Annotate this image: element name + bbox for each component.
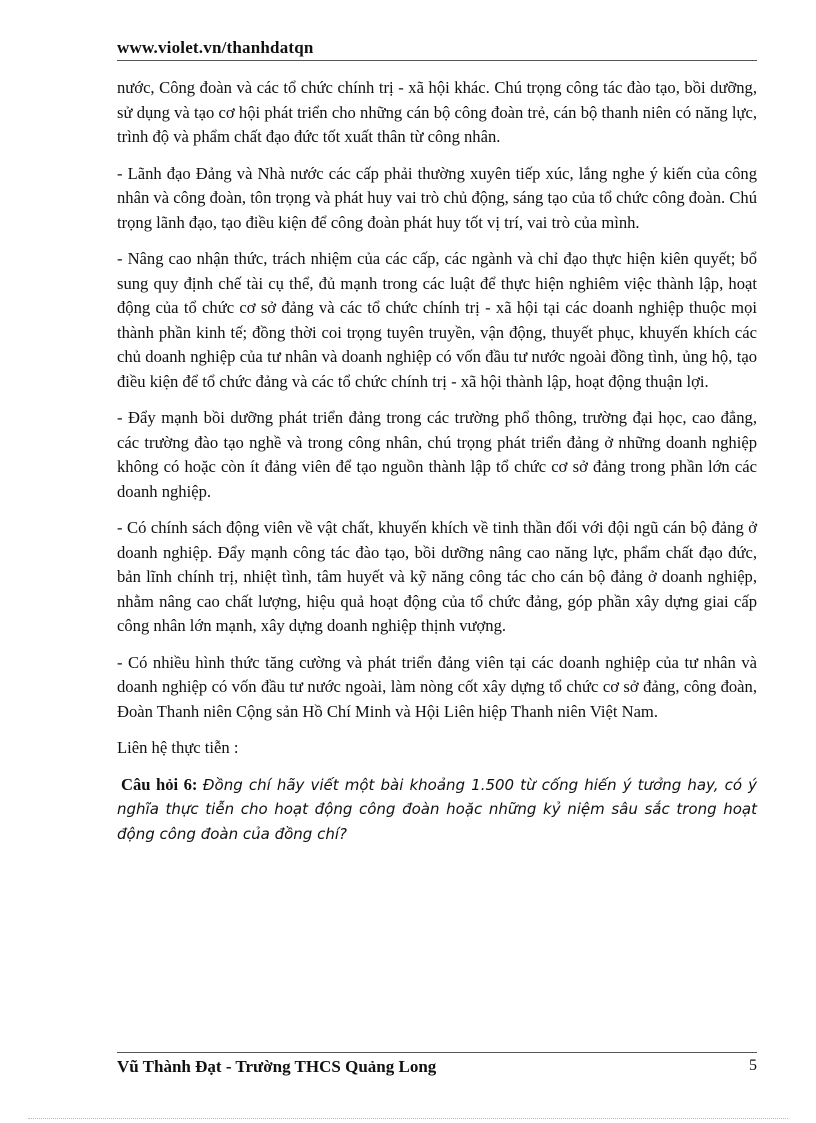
paragraph: - Lãnh đạo Đảng và Nhà nước các cấp phải thường xuyên tiếp xúc, lắng nghe ý kiến của công nhân và công đoàn, tôn trọng và phát huy vai trò chủ động, sáng tạo của tổ chức công đoàn. Chú trọng lãnh đạo, tạo điều kiện để công đoàn phát huy tốt vị trí, vai trò của mình. [117, 163, 757, 232]
question-label: Câu hỏi 6: [121, 774, 198, 794]
paragraph: - Nâng cao nhận thức, trách nhiệm của các cấp, các ngành và chỉ đạo thực hiện kiên quyết; bổ sung quy định chế tài cụ thể, đủ mạnh trong các luật để thực hiện nghiêm việc thành lập, hoạt động của tổ chức cơ sở đảng và các tổ chức chính trị - xã hội tại các doanh nghiệp thuộc mọi thành phần kinh tế; đồng thời coi trọng tuyên truyền, vận động, thuyết phục, khuyến khích các chủ doanh nghiệp của tư nhân và doanh nghiệp có vốn đầu tư nước ngoài đồng tình, ủng hộ, tạo điều kiện để tổ chức đảng và các tổ chức chính trị - xã hội thành lập, hoạt động thuận lợi. [117, 249, 757, 391]
question-block [117, 773, 757, 847]
document-body [117, 76, 757, 858]
paragraph: - Có nhiều hình thức tăng cường và phát triển đảng viên tại các doanh nghiệp của tư nhân và doanh nghiệp có vốn đầu tư nước ngoài, làm nòng cốt xây dựng tổ chức cơ sở đảng, công đoàn, Đoàn Thanh niên Cộng sản Hồ Chí Minh và Hội Liên hiệp Thanh niên Việt Nam. [117, 652, 757, 721]
paragraph: Liên hệ thực tiễn : [117, 738, 239, 757]
paragraph: - Đẩy mạnh bồi dưỡng phát triển đảng trong các trường phổ thông, trường đại học, cao đẳng, các trường đào tạo nghề và trong công nhân, chú trọng phát triển đảng ở những doanh nghiệp không có hoặc còn ít đảng viên để tạo nguồn thành lập tổ chức cơ sở đảng trong phần lớn các doanh nghiệp. [117, 408, 757, 501]
footer-author: Vũ Thành Đạt - Trường THCS Quảng Long [117, 1057, 437, 1076]
question-text: Đồng chí hãy viết một bài khoảng 1.500 từ cống hiến ý tưởng hay, có ý nghĩa thực tiễn cho hoạt động công đoàn hoặc những kỷ niệm sâu sắc trong hoạt động công đoàn của đồng chí? [117, 775, 758, 843]
page-footer [117, 1052, 757, 1077]
page-number: 5 [749, 1057, 757, 1074]
page-edge-divider [28, 1118, 788, 1119]
page-header [117, 38, 757, 61]
paragraph: nước, Công đoàn và các tổ chức chính trị - xã hội khác. Chú trọng công tác đào tạo, bồi dưỡng, sử dụng và tạo cơ hội phát triển cho những cán bộ công đoàn trẻ, cán bộ thanh niên có năng lực, trình độ và phẩm chất đạo đức tốt xuất thân từ công nhân. [117, 78, 757, 146]
header-url: www.violet.vn/thanhdatqn [117, 38, 314, 57]
paragraph: - Có chính sách động viên về vật chất, khuyến khích về tinh thần đối với đội ngũ cán bộ đảng ở doanh nghiệp. Đẩy mạnh công tác đào tạo, bồi dưỡng nâng cao năng lực, phẩm chất đạo đức, bản lĩnh chính trị, nhiệt tình, tâm huyết và kỹ năng công tác cho cán bộ đảng ở doanh nghiệp, nhằm nâng cao chất lượng, hiệu quả hoạt động của tổ chức đảng, góp phần xây dựng giai cấp công nhân lớn mạnh, xây dựng doanh nghiệp thịnh vượng. [117, 518, 757, 635]
